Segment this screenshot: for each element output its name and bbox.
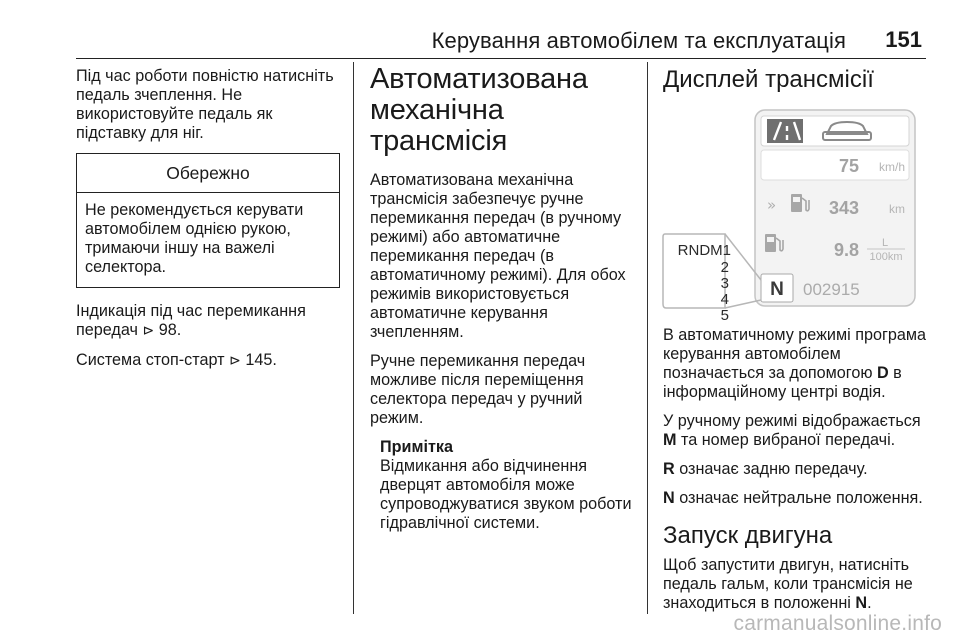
gear-number: 2 bbox=[720, 259, 729, 276]
watermark: carmanualsonline.info bbox=[733, 612, 942, 635]
odometer-value: 002915 bbox=[803, 280, 860, 299]
column-2 bbox=[370, 64, 638, 543]
display-svg bbox=[663, 110, 919, 324]
amt-paragraph-2: Ручне перемикання передач можливе після переміщення селектора передач у ручний режим. bbox=[370, 352, 586, 427]
gear-number: 4 bbox=[720, 291, 729, 308]
gear-selector-label: RNDM1 bbox=[677, 242, 731, 259]
column-1 bbox=[76, 67, 340, 381]
amt-paragraph-1: Автоматизована механічна трансмісія забезпечує ручне перемикання передач (в ручному режимі) або автоматичне перемикання передач (в автоматичному режимі). Для обох режимів використовується автоматичне керування зчепленням. bbox=[370, 171, 626, 341]
speed-value: 75 bbox=[838, 156, 859, 176]
column-divider-2 bbox=[647, 62, 648, 614]
cross-reference-icon: ⊳ bbox=[229, 353, 241, 369]
engine-start-paragraph: Щоб запустити двигун, натисніть педаль гальм, коли трансмісія не знаходиться в положенні N. bbox=[663, 556, 913, 612]
column-3 bbox=[663, 66, 935, 623]
page-number: 151 bbox=[885, 27, 922, 52]
auto-mode-paragraph: В автоматичному режимі програма керування автомобілем позначається за допомогою D в інформаційному центрі водія. bbox=[663, 326, 927, 401]
gear-number: 3 bbox=[720, 275, 729, 292]
section-heading: Автоматизована механічна трансмісія bbox=[370, 63, 588, 157]
engine-start-heading: Запуск двигуна bbox=[663, 522, 833, 549]
caution-text: Не рекомендується керувати автомобілем однією рукою, тримаючи іншу на важелі селектора. bbox=[85, 201, 304, 276]
consumption-unit-bottom: 100km bbox=[869, 251, 903, 263]
note-text: Відмикання або відчинення дверцят автомобіля може супроводжуватися звуком роботи гідравлічної системи. bbox=[380, 457, 632, 532]
current-gear: N bbox=[770, 279, 784, 300]
cross-reference-icon: ⊳ bbox=[142, 323, 155, 339]
consumption-unit-top: L bbox=[881, 237, 889, 249]
ref-page-link[interactable]: 145. bbox=[245, 351, 277, 369]
gear-number: 5 bbox=[720, 307, 729, 324]
stop-start-ref: Система стоп-старт ⊳ 145. bbox=[76, 351, 277, 369]
note-block bbox=[380, 438, 638, 533]
speed-unit: km/h bbox=[878, 160, 905, 174]
transmission-display-illustration bbox=[663, 110, 919, 324]
page-header bbox=[76, 24, 926, 59]
reverse-paragraph: R означає задню передачу. bbox=[663, 460, 868, 478]
chevron-right-icon: » bbox=[767, 196, 777, 214]
column-divider-1 bbox=[353, 62, 354, 614]
caution-title: Обережно bbox=[77, 154, 339, 193]
range-value: 343 bbox=[828, 198, 859, 218]
manual-mode-paragraph: У ручному режимі відображається M та номер вибраної передачі. bbox=[663, 412, 921, 449]
consumption-value: 9.8 bbox=[833, 240, 859, 260]
display-heading: Дисплей трансмісії bbox=[663, 66, 874, 93]
header-title: Керування автомобілем та експлуатація bbox=[431, 28, 846, 53]
ref-page-link[interactable]: 98. bbox=[158, 321, 182, 339]
intro-paragraph: Під час роботи повністю натисніть педаль зчеплення. Не використовуйте педаль як підставку для ніг. bbox=[76, 67, 334, 142]
gear-shift-indication-ref: Індикація під час перемикання передач ⊳ 98. bbox=[76, 302, 306, 339]
caution-box bbox=[76, 153, 340, 288]
note-title: Примітка bbox=[380, 438, 453, 456]
range-unit: km bbox=[889, 202, 905, 216]
neutral-paragraph: N означає нейтральне положення. bbox=[663, 489, 923, 507]
